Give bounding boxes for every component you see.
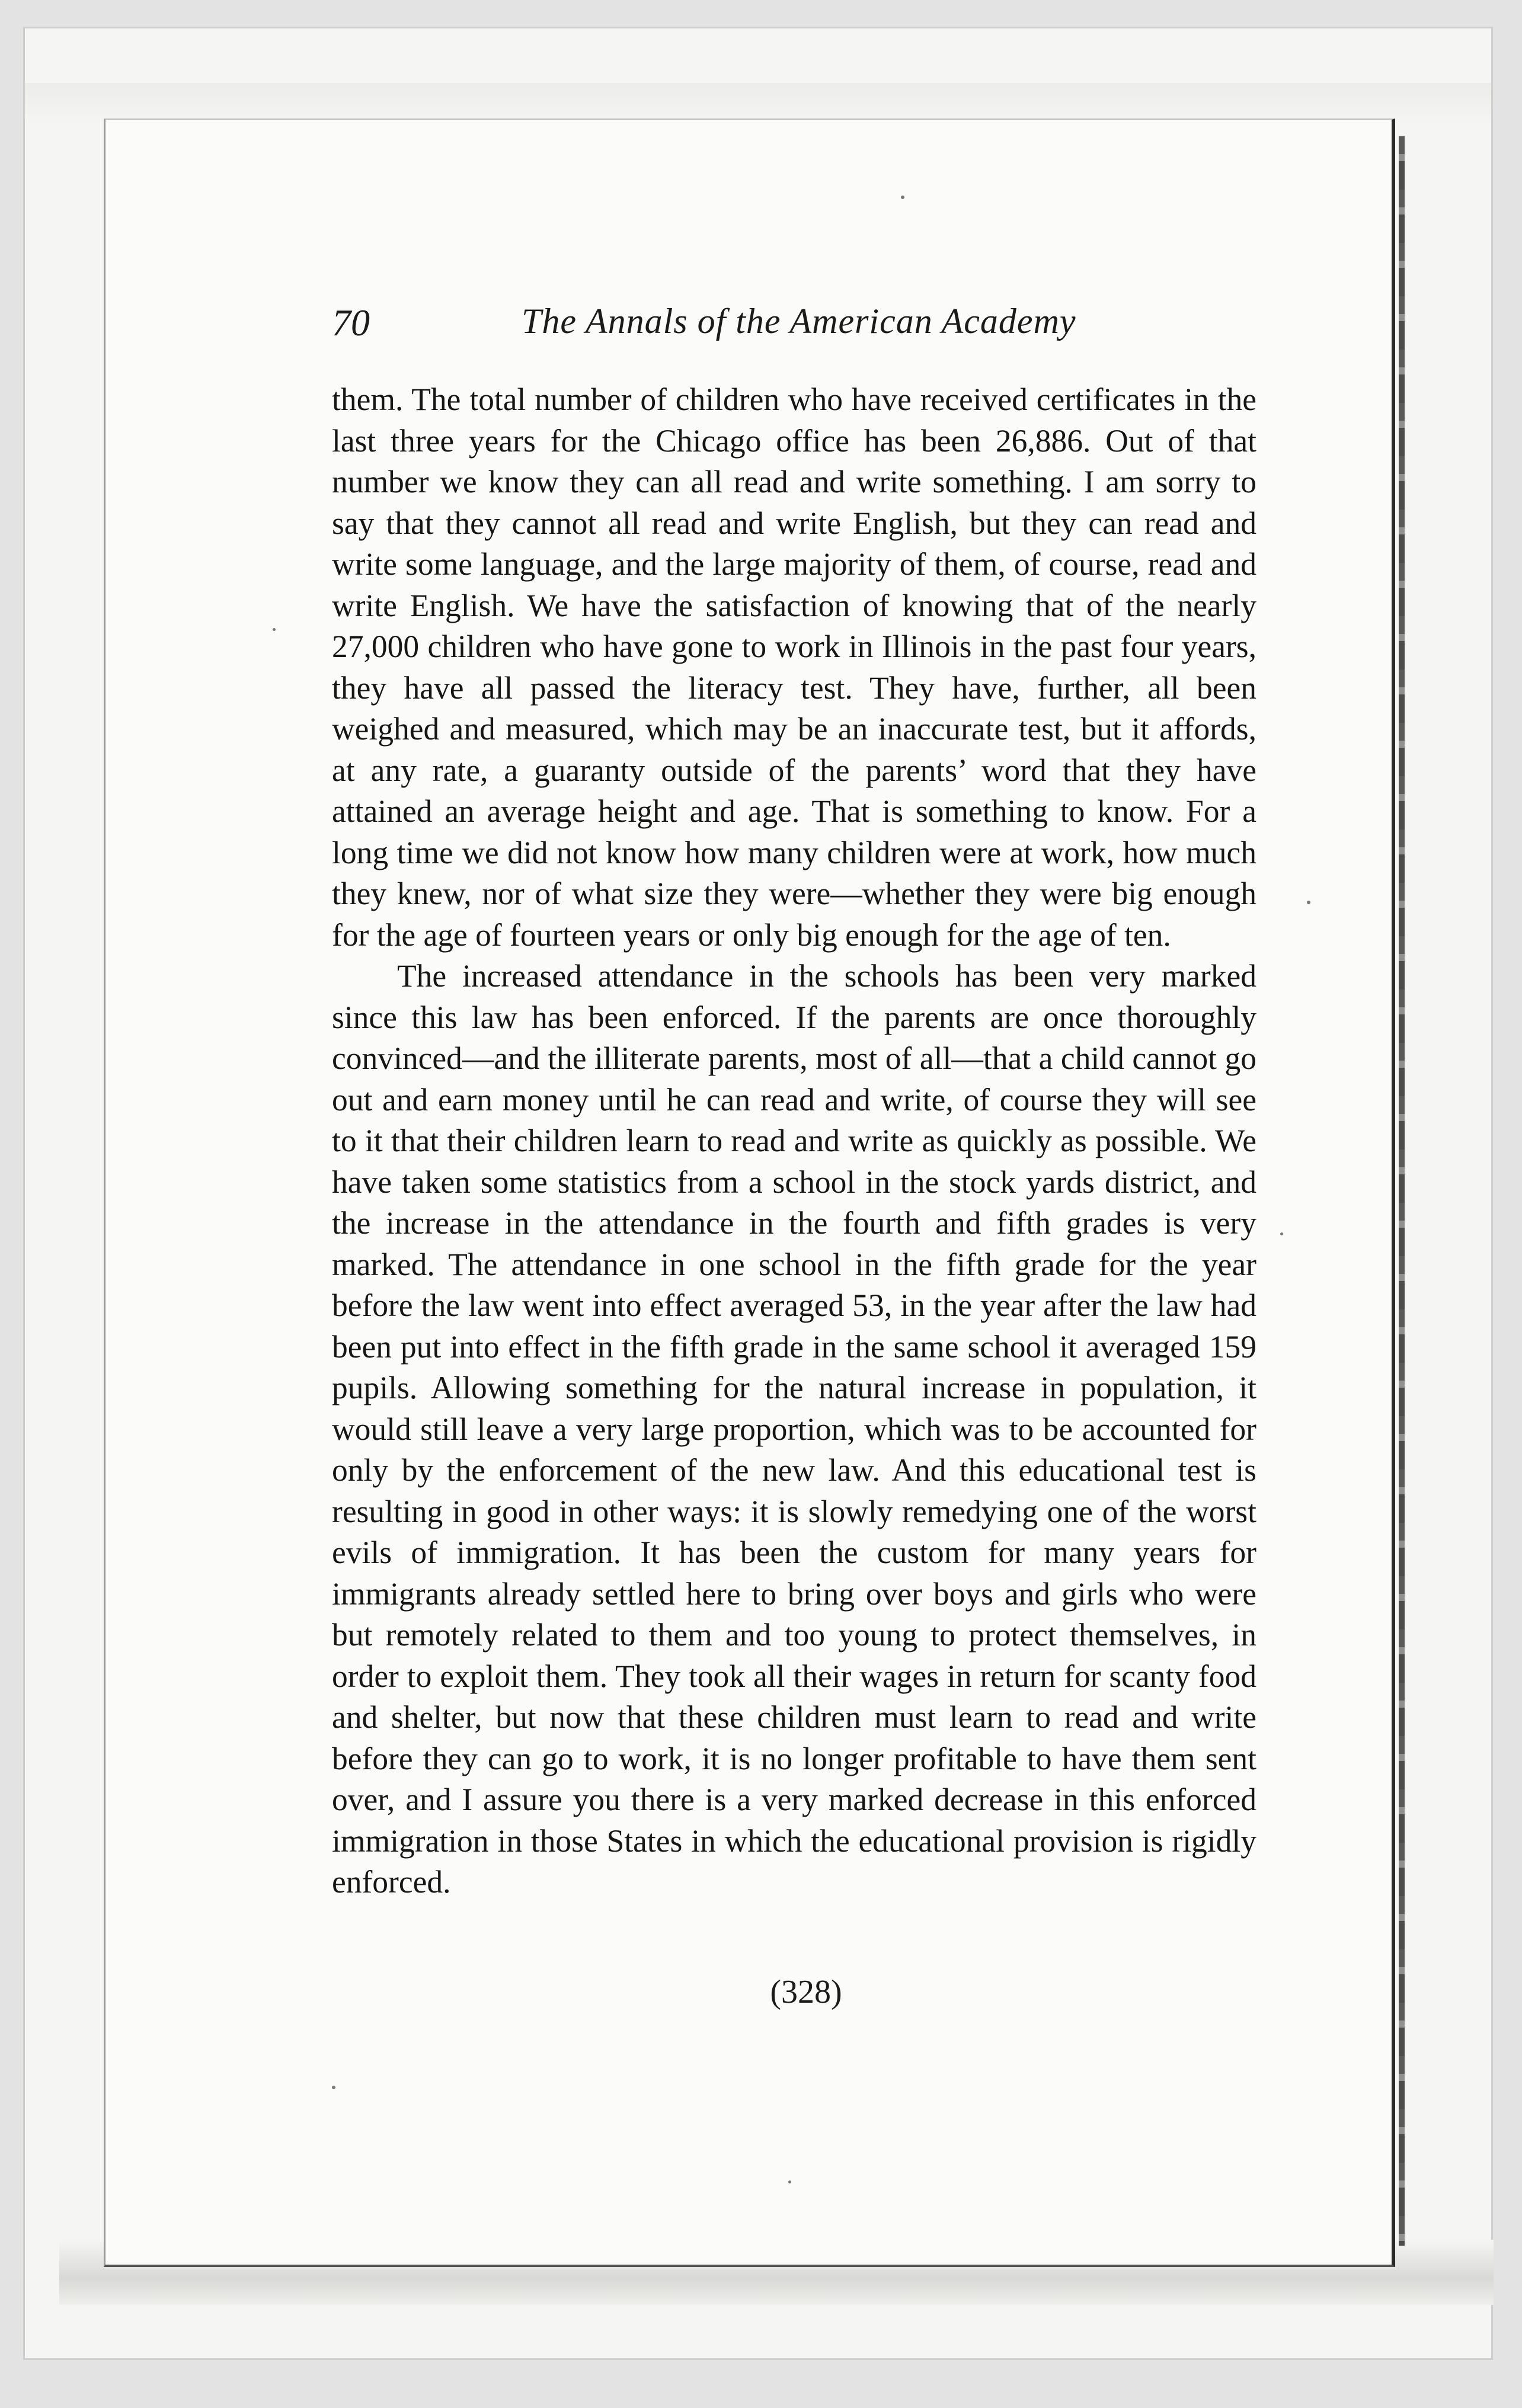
running-title: The Annals of the American Academy	[522, 302, 1076, 341]
scan-speck	[788, 2180, 791, 2183]
paragraph-2: The increased attendance in the schools has been very marked since this law has been enforced. If the parents are once thoroughly convinced—and the illiterate parents, most of all—that a child cannot go out and earn money until he can read and write, of course they will see to it that their children learn to read and write as quickly as possible. We have taken some statistics from a school in the stock yards district, and the increase in the attendance in the fourth and fifth grades is very marked. The attendance in one school in the fifth grade for the year before the law went into effect averaged 53, in the year after the law had been put into effect in the fifth grade in the same school it averaged 159 pupils. Allowing something for the natural increase in population, it would still leave a very large proportion, which was to be accounted for only by the enforcement of the new law. And this educational test is resulting in good in other ways: it is slowly remedying one of the worst evils of immigration. It has been the custom for many years for immigrants already settled here to bring over boys and girls who were but remotely related to them and too young to protect themselves, in order to exploit them. They took all their wages in return for scanty food and shelter, but now that these children must learn to read and write before they can go to work, it is no longer profitable to have them sent over, and I assure you there is a very marked decrease in this enforced immigration in those States in which the educational provision is rigidly enforced.	[332, 958, 1256, 1900]
folio-number: (328)	[770, 1974, 842, 2010]
page-right-edge	[1399, 136, 1405, 2246]
body-text	[332, 379, 1256, 1903]
scan-speck	[901, 196, 904, 199]
scan-speck	[273, 628, 276, 631]
scan-speck	[1307, 901, 1310, 904]
page-header	[332, 296, 1256, 350]
paragraph-1: them. The total number of children who have received certificates in the last three years for the Chicago office has been 26,886. Out of that number we know they can all read and write something. I am sorry to say that they cannot all read and write English, but they can read and write some language, and the large majority of them, of course, read and write English. We have the satisfaction of knowing that of the nearly 27,000 children who have gone to work in Illinois in the past four years, they have all passed the literacy test. They have, further, all been weighed and measured, which may be an inaccurate test, but it affords, at any rate, a guaranty outside of the parents’ word that they have attained an average height and age. That is something to know. For a long time we did not know how many children were at work, how much they knew, nor of what size they were—whether they were big enough for the age of fourteen years or only big enough for the age of ten.	[332, 382, 1256, 953]
page-number: 70	[332, 302, 370, 344]
scan-speck	[1280, 1232, 1283, 1235]
scan-speck	[332, 2086, 335, 2089]
